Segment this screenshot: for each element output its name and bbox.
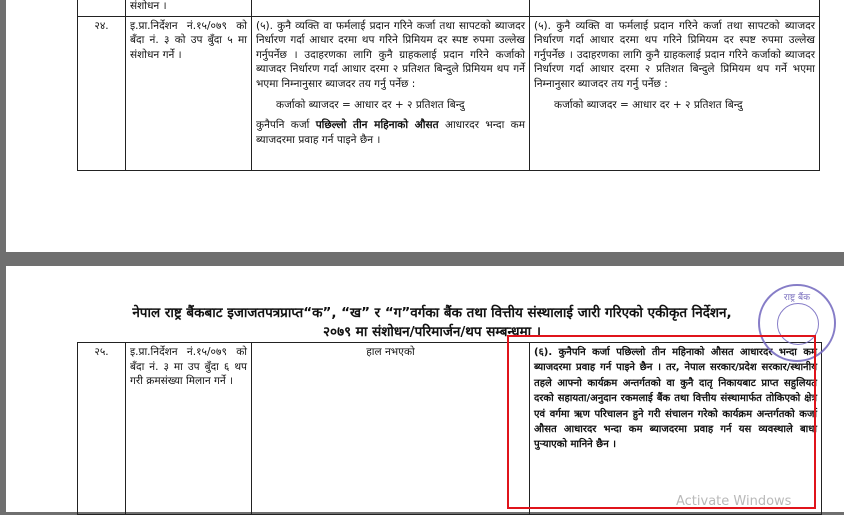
provision-text: (५). कुनै व्यक्ति वा फर्मलाई प्रदान गरिने कर्जा तथा सापटको ब्याजदर निर्धारण गर्दा आधार दरमा थप गरिने प्रिमियम दर स्पष्ट रुपमा उल्लेख गर्नुपर्नेछ । उदाहरणका लागि कुनै ग्राहकलाई प्रदान गरिने कर्जाको ब्याजदर निर्धारण गर्दा आधार दरमा २ प्रतिशत बिन्दुले प्रिमियम थप गर्ने भएमा निम्नानुसार ब्याजदर तय गर्नु पर्नेछ :	[534, 19, 815, 90]
table-row	[78, 0, 820, 16]
table-row	[78, 16, 820, 170]
serial-number: २५.	[78, 343, 126, 515]
new-provision-cell: (६). कुनैपनि कर्जा पछिल्लो तीन महिनाको औसत आधारदर भन्दा कम ब्याजदरमा प्रवाह गर्न पाइने छैन । तर, नेपाल सरकार/प्रदेश सरकार/स्थानीय तहले आफ्नो कार्यक्रम अन्तर्गतको वा कुनै दातृ निकायबाट प्राप्त सहुलियत दरको सहायता/अनुदान रकमलाई बैंक तथा वित्तीय संस्थामार्फत तोकिएको क्षेत्र एवं वर्गमा ऋण परिचालन हुने गरी संचालन गरेको कार्यक्रम अन्तर्गतको कर्जा औसत आधारदर भन्दा कम ब्याजदरमा प्रवाह गर्न यस व्यवस्थाले बाधा पुऱ्याएको मानिने छैन ।	[530, 343, 822, 515]
serial-number: २४.	[78, 16, 126, 170]
document-page-1	[6, 0, 844, 252]
interest-formula: कर्जाको ब्याजदर = आधार दर + २ प्रतिशत बिन्दु	[276, 98, 465, 111]
page-title: नेपाल राष्ट्र बैंकबाट इजाजतपत्रप्राप्त“क”, “ख” र “ग”वर्गका बैंक तथा वित्तीय संस्थालाई जारी गरिएको एकीकृत निर्देशन, २०७९ मा संशोधन/परिमार्जन/थप सम्बन्धमा ।	[132, 305, 732, 340]
amendment-table-top	[77, 0, 820, 171]
provision-text: (५). कुनै व्यक्ति वा फर्मलाई प्रदान गरिने कर्जा तथा सापटको ब्याजदर निर्धारण गर्दा आधार दरमा थप गरिने प्रिमियम दर स्पष्ट रुपमा उल्लेख गर्नुपर्नेछ । उदाहरणका लागि कुनै ग्राहकलाई प्रदान गरिने कर्जाको ब्याजदर निर्धारण गर्दा आधार दरमा २ प्रतिशत बिन्दुले प्रिमियम थप गर्ने भएमा निम्नानुसार ब्याजदर तय गर्नु पर्नेछ :	[256, 19, 525, 90]
provision-note: कुनैपनि कर्जा पछिल्लो तीन महिनाको औसत आधारदर भन्दा कम ब्याजदरमा प्रवाह गर्न पाइने छैन ।	[256, 119, 525, 146]
directive-cell: इ.प्रा.निर्देशन नं.१५/०७९ को बँदा नं. ३ को उप बुँदा ५ मा संशोधन गर्ने ।	[126, 16, 252, 170]
interest-formula: कर्जाको ब्याजदर = आधार दर + २ प्रतिशत बिन्दु	[554, 98, 743, 111]
activation-watermark: Activate Windows	[676, 494, 792, 509]
existing-provision-cell	[252, 16, 530, 170]
existing-provision-cell: हाल नभएको	[252, 343, 530, 515]
directive-cell: संशोधन ।	[126, 0, 252, 16]
bank-seal-stamp: राष्ट्र बैंक	[758, 284, 836, 362]
red-highlight-box	[507, 335, 816, 509]
amended-provision-cell	[530, 16, 820, 170]
directive-cell: इ.प्रा.निर्देशन नं.१५/०७९ को बँदा नं. ३ मा उप बुँदा ६ थप गरी क्रमसंख्या मिलान गर्ने ।	[126, 343, 252, 515]
